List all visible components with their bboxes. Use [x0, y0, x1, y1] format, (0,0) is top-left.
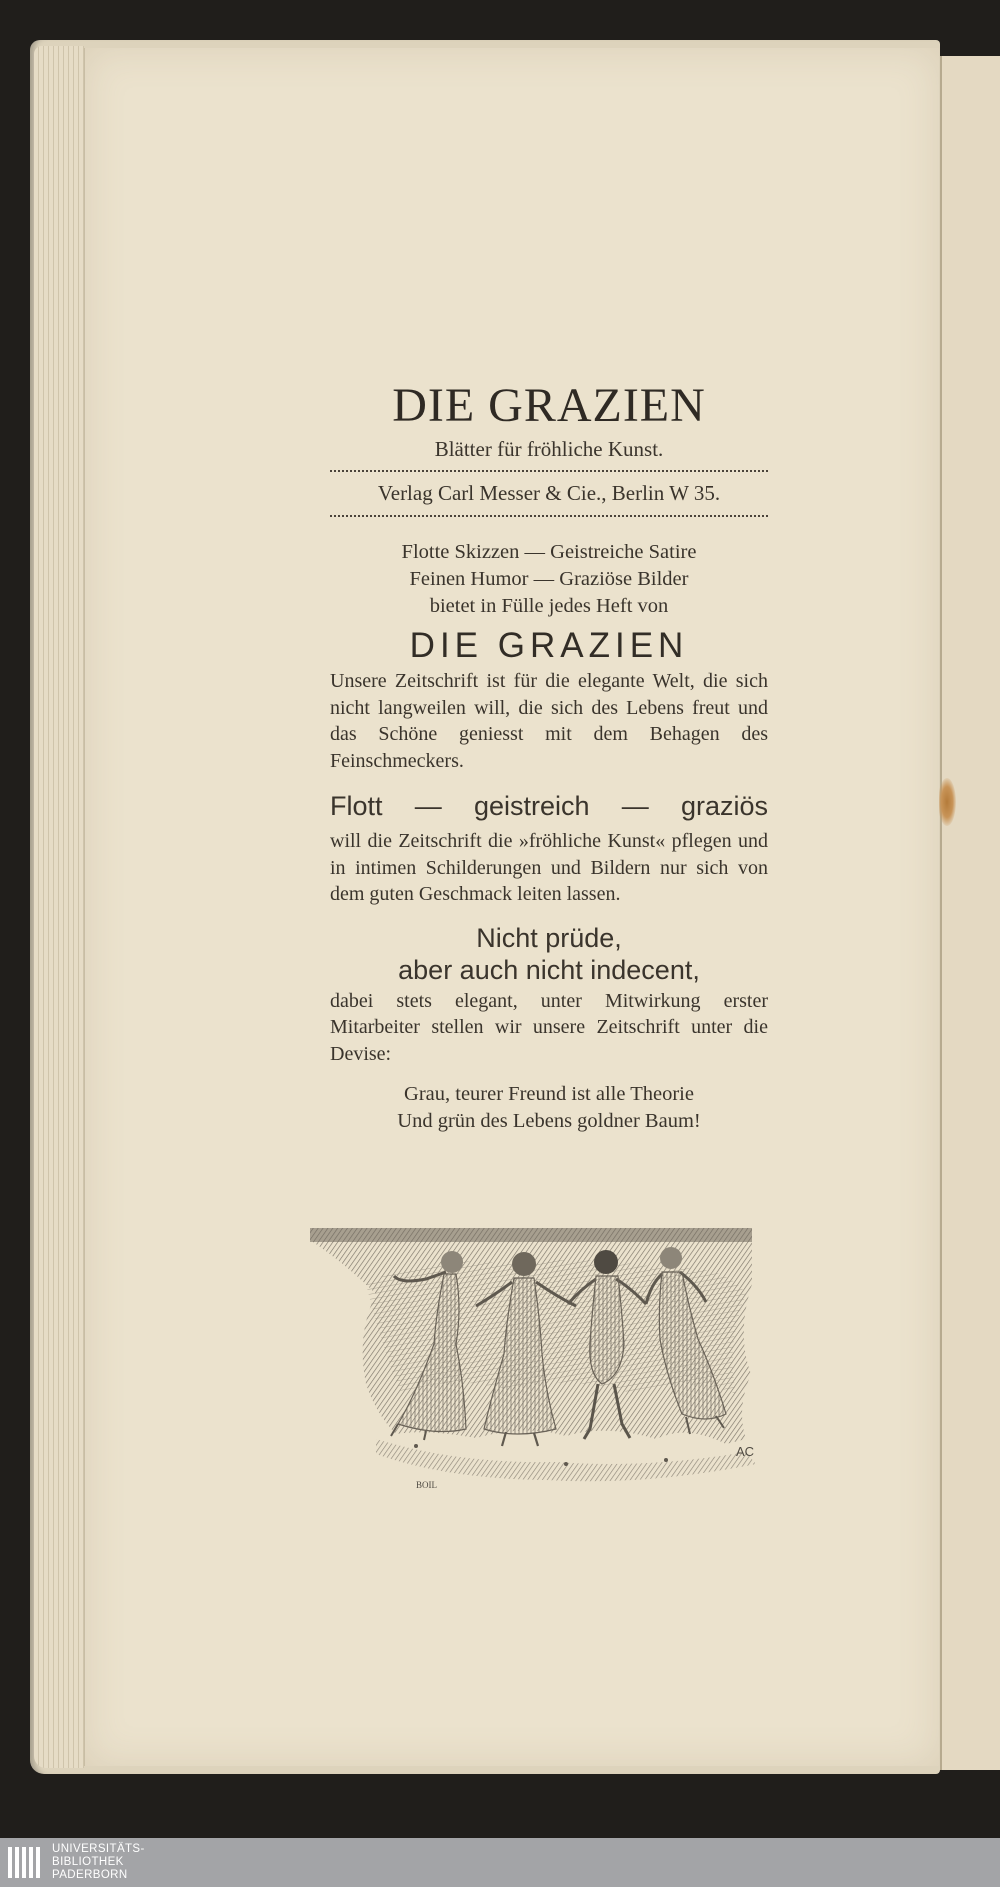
dotted-rule-bottom — [330, 515, 768, 517]
paragraph-devise: dabei stets elegant, unter Mitwirkung erster Mitarbeiter stellen wir unsere Zeitschrift unter die Devise: — [330, 989, 768, 1065]
feature-line: Flotte Skizzen — Geistreiche Satire — [401, 541, 697, 563]
motto — [330, 1081, 768, 1135]
flott-word: Flott — [330, 791, 383, 821]
flott-dash: — — [621, 791, 649, 821]
paragraph-intro: Unsere Zeitschrift ist für die elegante Welt, die sich nicht langweilen will, die sich des Lebens freut und das Schöne geniesst mit dem Behagen des Feinschmeckers. — [330, 670, 768, 772]
publisher-line: Verlag Carl Messer & Cie., Berlin W 35. — [377, 481, 721, 505]
dotted-rule-top — [330, 470, 768, 472]
flott-word: graziös — [680, 791, 768, 821]
illustration-mark: BOIL — [416, 1480, 437, 1490]
paper-stain — [938, 778, 956, 826]
library-footer — [0, 1838, 1000, 1887]
features-list — [330, 539, 768, 620]
flott-headline — [330, 788, 768, 824]
slogan-line-2: aber auch nicht indecent, — [398, 954, 700, 985]
paragraph-kunst: will die Zeitschrift die »fröhliche Kunst« pflegen und in intimen Schilderungen und Bildern nur sich von dem guten Geschmack leiten lassen. — [330, 830, 768, 905]
feature-line: bietet in Fülle jedes Heft von — [429, 595, 669, 617]
dancing-figures-illustration — [306, 1224, 776, 1492]
slogan-line-1: Nicht prüde, — [476, 922, 622, 953]
library-name — [52, 1843, 145, 1882]
next-page-edge — [940, 56, 1000, 1770]
page-title: DIE GRAZIEN — [392, 379, 706, 432]
library-name-line: BIBLIOTHEK — [52, 1856, 124, 1868]
subtitle: Blätter für fröhliche Kunst. — [434, 437, 664, 461]
library-name-line: PADERBORN — [52, 1869, 128, 1881]
feature-line: Feinen Humor — Graziöse Bilder — [409, 568, 689, 590]
library-logo-icon — [6, 1844, 42, 1881]
title-repeat: DIE GRAZIEN — [409, 626, 689, 665]
library-name-line: UNIVERSITÄTS- — [52, 1843, 145, 1855]
advertisement-text — [330, 378, 768, 1135]
motto-line: Grau, teurer Freund ist alle Theorie — [404, 1083, 694, 1105]
flott-dash: — — [414, 791, 442, 821]
illustration-signature: AC — [736, 1444, 755, 1459]
flott-word: geistreich — [473, 791, 590, 821]
motto-line: Und grün des Lebens goldner Baum! — [397, 1110, 701, 1132]
